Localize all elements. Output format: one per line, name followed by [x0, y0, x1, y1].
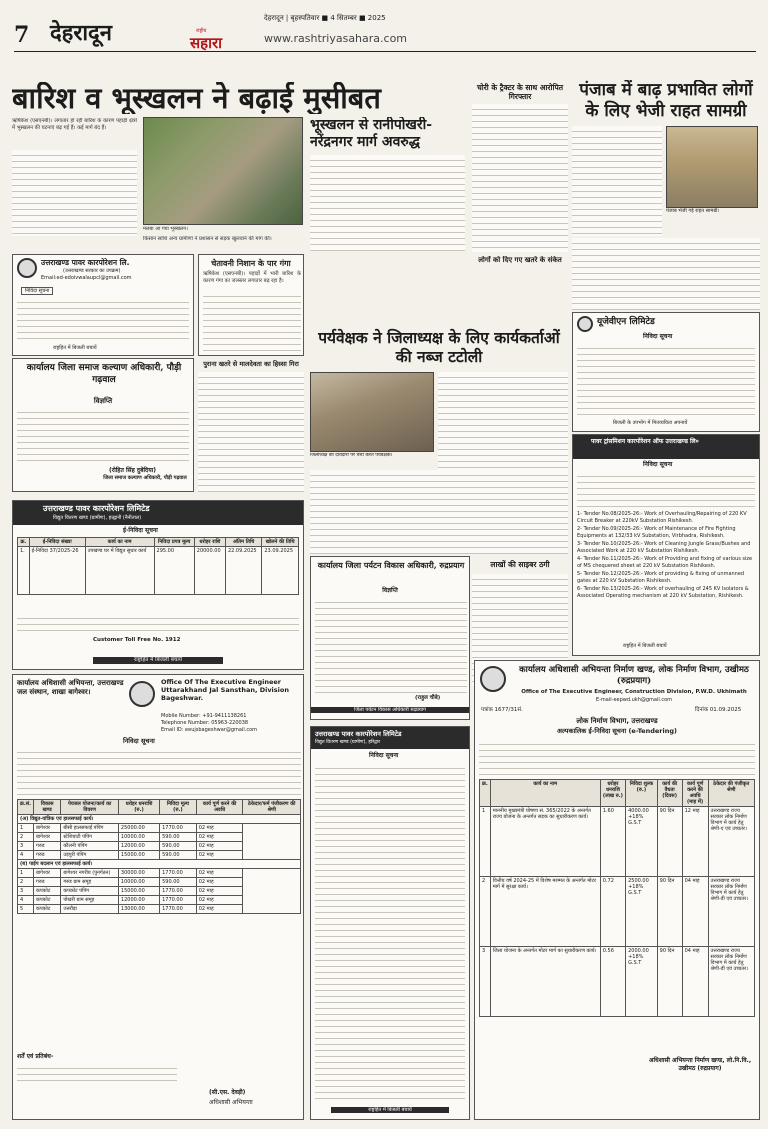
- ptcul-intro: [577, 471, 755, 509]
- ujvnl-title: निविदा सूचना: [643, 333, 673, 340]
- edition-label: देहरादून: [50, 20, 112, 46]
- rudraprayag-signatory: (राहुल चौबे): [415, 695, 441, 701]
- ptcul-tender: 3- Tender No.10/2025-26:- Work of Cleaning Jungle Grass/Bushes and Associated Work at 220 kV Substation Rishikesh.: [577, 541, 751, 554]
- table-cell: 0.72: [600, 877, 625, 947]
- masthead: [14, 8, 756, 52]
- table-cell: 590.00: [160, 851, 197, 860]
- table-cell: 10000.00: [118, 878, 159, 887]
- table-cell: कपकोट: [34, 896, 61, 905]
- table-cell: 02 माह: [196, 851, 243, 860]
- table-cell: कपकोट: [34, 887, 61, 896]
- table-cell: गरुड: [34, 851, 61, 860]
- upcl-notice-1: [12, 254, 194, 356]
- table-cell: 0.56: [600, 947, 625, 1017]
- lead-text-b: किसान साथि अन्य ग्रामीणों ने प्रशासन से सड़क खुलवाने की मांग की।: [143, 236, 272, 242]
- table-cell: बीसी हालसफाई पंपिंग: [61, 824, 119, 833]
- table-cell: बागेश्वर: [34, 824, 61, 833]
- ptcul-notice: [572, 434, 760, 656]
- pwd-intro: [479, 739, 755, 775]
- upcl-1-body: [17, 297, 189, 343]
- table-cell: 02 माह: [196, 896, 243, 905]
- jal-table: [17, 799, 301, 914]
- table-cell: बागेश्वर नगरीय (पुनर्गठन): [61, 869, 119, 878]
- robbery-headline: चोरी के ट्रैक्टर के साथ आरोपित गिरफ्तार: [477, 83, 563, 101]
- fraud-headline: लाखों की साइबर ठगी: [490, 560, 550, 569]
- table-cell: 04 माह: [682, 947, 708, 1017]
- table-cell: 02 माह: [196, 842, 243, 851]
- table-cell: ई-निविदा 37/2025-26: [29, 547, 85, 595]
- table-header: ठेकेदार/फर्म पंजीकरण की श्रेणी: [243, 800, 301, 815]
- table-header: धरोहर धनराशि (रु.): [118, 800, 159, 815]
- table-header: ठेकेदार की पंजीकृत श्रेणी: [708, 780, 754, 807]
- lead-subhead: भूस्खलन से रानीपोखरी-नरेंद्रनगर मार्ग अवरुद्ध: [310, 117, 433, 150]
- upcl-notice-2: [12, 500, 304, 670]
- table-cell: गरुड: [34, 878, 61, 887]
- upcl-2-toll-free: Customer Toll Free No. 1912: [93, 637, 181, 643]
- upcl-3-sub: विद्युत वितरण खण्ड (ग्रामीण), हरिद्वार: [315, 740, 381, 745]
- table-cell: उत्तरौड़ा: [61, 905, 119, 914]
- table-header: कार्य पूर्ण करने की अवधि: [196, 800, 243, 815]
- upcl-1-org: उत्तराखण्ड पावर कारपोरेशन लि.: [41, 258, 130, 267]
- pauri-org: कार्यालय जिला समाज कल्याण अधिकारी, पौड़ी गढ़वाल: [26, 363, 182, 385]
- upcl-1-sub: (उत्तराखण्ड सरकार का उपक्रम): [63, 268, 121, 274]
- jal-telephone: Telephone Number: 05963-220038: [161, 720, 249, 726]
- table-cell: माननीय मुख्यमंत्री घोषणा सं. 365/2022 के अन्तर्गत राज्य योजना के अन्तर्गत सड़क का सुधारीकरण कार्य।: [490, 807, 600, 877]
- pwd-table: [479, 779, 755, 1017]
- upcl-2-header: [13, 501, 303, 525]
- table-cell: 23.09.2025: [262, 547, 299, 595]
- jal-org-hi: कार्यालय अधिशासी अभियन्ता, उत्तराखण्ड जल संस्थान, शाखा बागेश्वर।: [17, 678, 124, 696]
- table-cell: 1: [18, 869, 34, 878]
- jal-logo: [129, 681, 155, 707]
- pauri-title: विज्ञप्ति: [93, 397, 113, 405]
- upcl-2-org: उत्तराखण्ड पावर कारपोरेशन लिमिटेड: [43, 504, 150, 513]
- table-cell: 2: [480, 877, 491, 947]
- robbery-subhead: लोगों को दिए गए खतरे के संकेत: [478, 256, 562, 264]
- table-header: क्र.सं.: [18, 800, 34, 815]
- table-cell: जिला योजना के अन्तर्गत मोटर मार्ग का सुधारीकरण कार्य।: [490, 947, 600, 1017]
- rudraprayag-org: कार्यालय जिला पर्यटन विकास अधिकारी, रुद्रप्रयाग: [317, 560, 465, 570]
- pwd-subtitle: अल्पकालिक ई-निविदा सूचना (e-Tendering): [557, 727, 677, 735]
- table-cell: 4: [18, 851, 34, 860]
- table-cell: 02 माह: [196, 869, 243, 878]
- paper-logo: सहारा: [190, 34, 223, 52]
- jal-title: निविदा सूचना: [123, 737, 155, 745]
- ptcul-org: पावर ट्रांसमिशन कारपोरेशन ऑफ उत्तराखण्ड लि०: [591, 438, 699, 445]
- table-cell: 90 दिन: [657, 807, 682, 877]
- table-cell: 22.09.2025: [225, 547, 261, 595]
- table-cell: 1.60: [600, 807, 625, 877]
- lead-photo: [143, 117, 303, 225]
- table-cell: 13000.00: [118, 905, 159, 914]
- table-cell: कपकोट पंपिंग: [61, 887, 119, 896]
- table-cell: 04 माह: [682, 877, 708, 947]
- table-row: [18, 824, 301, 833]
- date-line: देहरादून | बृहस्पतिवार ■ 4 सितम्बर ■ 2025: [264, 14, 386, 22]
- pauri-signatory: (रोहित सिंह दुबेदिया): [109, 467, 157, 474]
- lead-headline: बारिश व भूस्खलन ने बढ़ाई मुसीबत: [12, 82, 381, 114]
- table-cell: 12000.00: [118, 842, 159, 851]
- table-header: धरोहर धनराशि (लाख रु.): [600, 780, 625, 807]
- table-cell: बागेश्वर: [34, 833, 61, 842]
- punjab-photo: [666, 126, 758, 208]
- table-cell: बागेश्वर: [34, 869, 61, 878]
- jal-conditions-title: शर्तें एवं प्रतिबंध-: [17, 1053, 54, 1060]
- table-header: कार्य की वैधता (दिवस): [657, 780, 682, 807]
- observer-headline: पर्यवेक्षक ने जिलाध्यक्ष के लिए कार्यकर्ताओं की नब्ज टटोली: [318, 328, 560, 366]
- pwd-date: दिनांक 01.09.2025: [695, 707, 742, 713]
- table-cell: 1770.00: [160, 869, 197, 878]
- paper-prefix: राष्ट्रीय: [196, 28, 207, 34]
- table-cell: 3: [18, 887, 34, 896]
- table-cell: 10000.00: [118, 833, 159, 842]
- table-header: अंतिम तिथि: [225, 538, 261, 547]
- jal-org-en: Office Of The Executive Engineer Uttarakhand Jal Sansthan, Division Bageshwar.: [161, 678, 289, 702]
- table-cell: 1770.00: [160, 824, 197, 833]
- table-cell: 1: [480, 807, 491, 877]
- table-cell: कपकोट: [34, 905, 61, 914]
- table-header: निविदा शुल्क (रु.): [626, 780, 658, 807]
- robbery-text: [472, 104, 568, 252]
- jal-sansthan-notice: [12, 674, 304, 1120]
- table-header: क्र.: [480, 780, 491, 807]
- rudraprayag-footer: जिला पर्यटन विकास अधिकारी रुद्रप्रयाग: [311, 707, 469, 713]
- upcl-1-email[interactable]: Email:ed-edoivwalaupcl@gmail.com: [41, 275, 132, 281]
- upcl-1-title: निविदा सूचना: [21, 287, 53, 295]
- table-cell: गरुड ग्राम समूह: [61, 878, 119, 887]
- rudraprayag-title: विज्ञप्ति: [382, 587, 398, 594]
- lead-photo-caption: मलबा आ गया भूस्खलन।: [143, 226, 188, 232]
- table-header: ई-निविदा संख्या: [29, 538, 85, 547]
- ptcul-tender-list: [577, 511, 755, 601]
- table-cell: 12000.00: [118, 896, 159, 905]
- ujvnl-notice: [572, 312, 760, 432]
- table-cell: वित्तीय वर्ष 2024-25 में विशेष मरम्मत के अन्तर्गत मोटर मार्ग में सुरक्षा कार्य।: [490, 877, 600, 947]
- website[interactable]: www.rashtriyasahara.com: [264, 32, 408, 45]
- table-cell: 2500.00 +18% G.S.T: [626, 877, 658, 947]
- page-number: 7: [14, 22, 30, 48]
- observer-photo-caption: जिलाध्यक्ष की दावेदारी पर चर्चा करते पर्यवेक्षक।: [310, 453, 393, 458]
- ujvnl-body: [577, 343, 755, 417]
- table-cell: 1770.00: [160, 887, 197, 896]
- table-header: पेयजल योजना/कार्य का विवरण: [61, 800, 119, 815]
- table-cell: 30000.00: [118, 869, 159, 878]
- jal-intro: [17, 747, 301, 795]
- ptcul-header: [573, 435, 759, 459]
- ganga-story: [198, 254, 304, 356]
- table-cell: गरुड: [34, 842, 61, 851]
- ganga-text: ऋषिकेश (एसएनबी)। पहाड़ों में भारी बारिश के कारण गंगा का जलस्तर लगातार बढ़ रहा है।: [203, 271, 301, 284]
- table-header: विकास खण्ड: [34, 800, 61, 815]
- table-header: निविदा प्रपत्र मूल्य: [154, 538, 194, 547]
- table-cell: 590.00: [160, 833, 197, 842]
- upcl-1-footer: राष्ट्रहित में बिजली बचायें: [53, 345, 97, 351]
- ujvnl-logo: [577, 316, 593, 332]
- jal-signatory: (सी.एस. देवड़ी): [209, 1089, 246, 1096]
- table-header: कार्य का नाम: [85, 538, 154, 547]
- table-cell: 4000.00 +18% G.S.T: [626, 807, 658, 877]
- table-cell: 20000.00: [194, 547, 225, 595]
- upcl-3-title: निविदा सूचना: [369, 752, 399, 759]
- lead-text-a: ऋषिकेश (एसएनबी)। लगातार हो रही बारिश के कारण पहाड़ी क्षेत्रों में भूस्खलन की घटनाएं बढ़ गई हैं। कई मार्ग बंद हैं।: [12, 118, 137, 131]
- pwd-logo: [480, 666, 506, 692]
- table-cell: उड़पुरी पंपिंग: [61, 851, 119, 860]
- punjab-text-2: [572, 238, 760, 310]
- table-cell: 90 दिन: [657, 877, 682, 947]
- table-row: [480, 877, 755, 947]
- pwd-org-hi: कार्यालय अधिशासी अभियन्ता निर्माण खण्ड, लोक निर्माण विभाग, उखीमठ (रुद्रप्रयाग): [519, 665, 749, 686]
- upcl-notice-3: [310, 726, 470, 1120]
- upcl-2-title: ई-निविदा सूचना: [123, 527, 158, 534]
- table-cell: 90 दिन: [657, 947, 682, 1017]
- table-cell: [243, 824, 301, 860]
- table-cell: 5: [18, 905, 34, 914]
- upcl-3-org: उत्तराखण्ड पावर कारपोरेशन लिमिटेड: [315, 730, 402, 738]
- upcl-3-header: [311, 727, 469, 749]
- table-cell: 15000.00: [118, 851, 159, 860]
- punjab-text: [572, 126, 662, 236]
- table-cell: 2000.00 +18% G.S.T: [626, 947, 658, 1017]
- ptcul-title: निविदा सूचना: [643, 461, 673, 468]
- table-cell: 590.00: [160, 878, 197, 887]
- ganga-body: [203, 291, 301, 353]
- table-cell: 295.00: [154, 547, 194, 595]
- table-cell: उत्तराखण्ड राज्य सरकार लोक निर्माण विभाग में कार्य हेतु श्रेणी-ए एवं उच्चतर।: [708, 807, 754, 877]
- upcl-2-footer: राष्ट्रहित में बिजली बचायें: [93, 657, 223, 664]
- table-cell: उत्तराखण्ड राज्य सरकार लोक निर्माण विभाग में कार्य हेतु श्रेणी-डी एवं उच्चतर।: [708, 877, 754, 947]
- table-cell: उत्तराखण्ड राज्य सरकार लोक निर्माण विभाग में कार्य हेतु श्रेणी-डी एवं उच्चतर।: [708, 947, 754, 1017]
- table-cell: 15000.00: [118, 887, 159, 896]
- table-header: खोलने की तिथि: [262, 538, 299, 547]
- jal-conditions: [17, 1063, 177, 1085]
- table-cell: [243, 869, 301, 914]
- table-row: [480, 807, 755, 877]
- table-row: [480, 947, 755, 1017]
- table-cell: पोखरी ग्राम समूह: [61, 896, 119, 905]
- observer-photo: [310, 372, 434, 452]
- upcl-2-body: [17, 613, 299, 633]
- table-cell: 2: [18, 878, 34, 887]
- table-row: [18, 547, 299, 595]
- pwd-email[interactable]: E-mail-eepwd.ukh@gmail.com: [595, 697, 673, 703]
- table-cell: 4: [18, 896, 34, 905]
- ptcul-tender: 4- Tender No.11/2025-26:- Work of Providing and fixing of various size of MS chequered sheet at 220 kV Substation Rishikesh.: [577, 556, 753, 569]
- pwd-signatory-title: अधिशासी अभियन्ता निर्माण खण्ड, लो.नि.वि., उखीमठ (रुद्रप्रयाग): [648, 1057, 752, 1072]
- table-header: कार्य पूर्ण करने की अवधि (माह में): [682, 780, 708, 807]
- bridge-text: [198, 372, 304, 492]
- ptcul-tender: 6- Tender No.13/2025-26:- Work of overhauling of 245 KV Isolators & Associated Operating mechanism at 220 kV Substation, Rishikesh.: [577, 586, 749, 599]
- table-cell: 2: [18, 833, 34, 842]
- table-cell: 3: [480, 947, 491, 1017]
- pwd-letter-no: पत्रांक 1677/31सं.: [481, 707, 523, 713]
- lead-text-filler: [12, 150, 137, 236]
- table-header: धरोहर राशि: [194, 538, 225, 547]
- rudraprayag-notice: [310, 556, 470, 720]
- ujvnl-org: यूजेवीएन लिमिटेड: [597, 317, 655, 327]
- ujvnl-footer: बिजली के उपभोग में मितव्ययिता अपनायें: [613, 420, 688, 426]
- table-cell: 02 माह: [196, 824, 243, 833]
- table-cell: 3: [18, 842, 34, 851]
- upcl-3-footer: राष्ट्रहित में बिजली बचायें: [331, 1107, 449, 1113]
- table-cell: 590.00: [160, 842, 197, 851]
- bridge-headline: पुराना खतरे से मालदेवता का हिस्सा गिरा: [203, 360, 299, 368]
- table-header: कार्य का नाम: [490, 780, 600, 807]
- ptcul-tender: 2- Tender No.09/2025-26:- Work of Maintenance of Fire Fighting Equipments at 132/33 kV Substation, Virbhadra, Rishikesh.: [577, 526, 736, 539]
- ptcul-footer: राष्ट्रहित में बिजली बचायें: [623, 643, 667, 649]
- table-header: क्र.: [18, 538, 30, 547]
- pwd-title: लोक निर्माण विभाग, उत्तराखण्ड: [576, 717, 658, 725]
- pwd-org-en: Office of The Executive Engineer, Construction Division, P.W.D. Ukhimath: [521, 689, 747, 695]
- upcl-2-sub: विद्युत वितरण खण्ड (ग्रामीण), हल्द्वानी (नैनीताल): [53, 515, 142, 521]
- table-cell: स्टेशियाटी पंपिंग: [61, 833, 119, 842]
- pwd-notice: [474, 660, 760, 1120]
- ganga-headline: चेतावनी निशान के पार गंगा: [211, 258, 291, 268]
- pauri-body: [17, 407, 189, 465]
- jal-signatory-title: अधिशासी अभियन्ता: [209, 1099, 253, 1106]
- table-cell: 1: [18, 824, 34, 833]
- rudraprayag-body: [315, 597, 467, 693]
- table-section: (ब) पाईप बदलान एवं हालसफाई कार्य।: [18, 860, 301, 869]
- jal-mobile: Mobile Number: +91-9411138261: [161, 713, 247, 719]
- table-header: निविदा मूल्य (रु.): [160, 800, 197, 815]
- table-cell: 1.: [18, 547, 30, 595]
- table-row: [18, 869, 301, 878]
- table-cell: 12 माह: [682, 807, 708, 877]
- table-cell: 02 माह: [196, 905, 243, 914]
- upcl-logo: [17, 258, 37, 278]
- table-section: (अ) विद्युत-यांत्रिक एवं हालसफाई कार्य।: [18, 815, 301, 824]
- table-cell: 02 माह: [196, 833, 243, 842]
- ptcul-tender: 5- Tender No.12/2025-26:- Work of providing & fixing of unmanned gates at 220 kV Substation Rishikesh.: [577, 571, 745, 584]
- ptcul-tender: 1- Tender No.08/2025-26:- Work of Overhauling/Repairing of 220 KV Circuit Breaker at 220kV Substation Rishikesh.: [577, 511, 747, 524]
- punjab-headline: पंजाब में बाढ़ प्रभावित लोगों के लिए भेजी राहत सामग्री: [579, 80, 753, 121]
- jal-email[interactable]: Email ID: eeujsbageshwar@gmail.com: [161, 727, 258, 733]
- table-cell: उपखण्ड घर में विद्युत सुधार कार्य: [85, 547, 154, 595]
- table-cell: 1770.00: [160, 905, 197, 914]
- table-cell: कौलनी पंपिंग: [61, 842, 119, 851]
- upcl-2-table: [17, 537, 299, 595]
- pauri-notice: [12, 358, 194, 492]
- table-cell: 02 माह: [196, 878, 243, 887]
- table-cell: 25000.00: [118, 824, 159, 833]
- table-cell: 02 माह: [196, 887, 243, 896]
- pauri-signatory-title: जिला समाज कल्याण अधिकारी, पौड़ी गढ़वाल: [103, 475, 187, 481]
- lead-subhead-text: [310, 155, 465, 251]
- table-cell: 1770.00: [160, 896, 197, 905]
- observer-text-2: [310, 470, 568, 554]
- upcl-3-body: [315, 763, 465, 1103]
- punjab-photo-caption: पंजाब भेजी गई राहत सामग्री।: [666, 208, 720, 214]
